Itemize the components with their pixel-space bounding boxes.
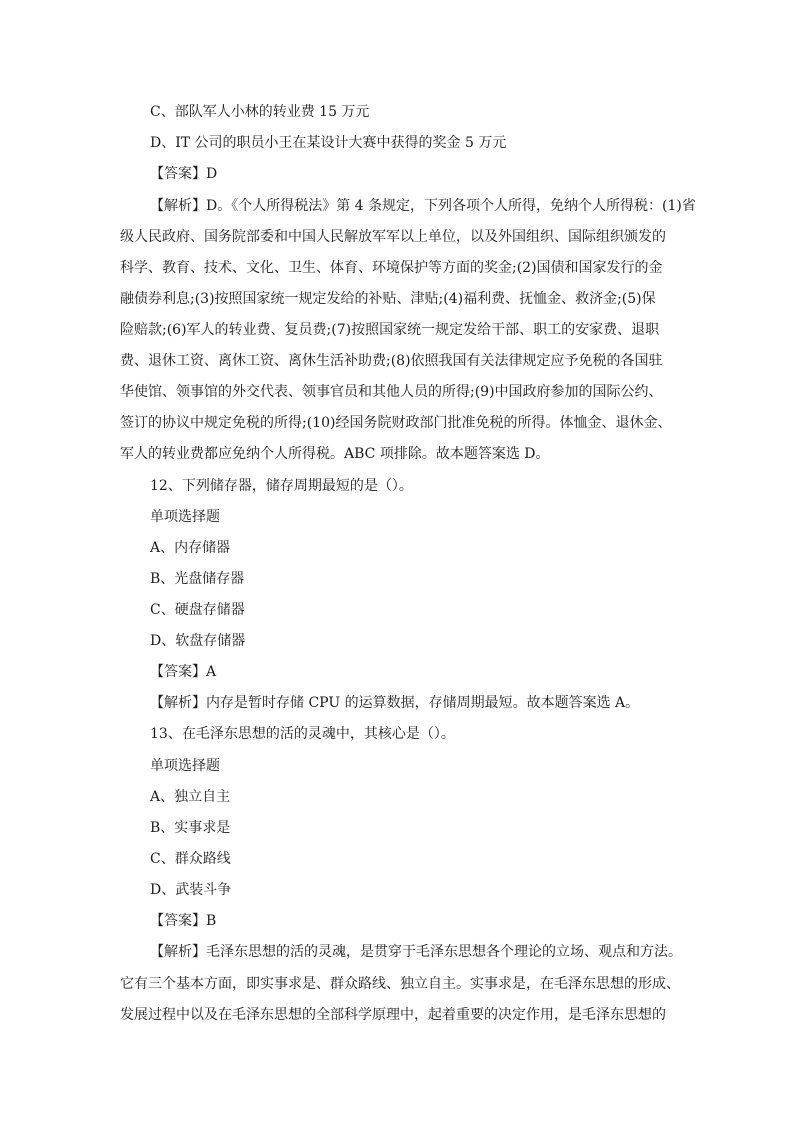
q11-analysis-line: 军人的转业费都应免纳个人所得税。ABC 项排除。故本题答案选 D。 (120, 446, 550, 462)
q13-option-d: D、武装斗争 (150, 882, 232, 898)
q12-type: 单项选择题 (150, 509, 220, 525)
q12-option-d: D、软盘存储器 (150, 633, 246, 649)
q11-analysis-line: 签订的协议中规定免税的所得;(10)经国务院财政部门批准免税的所得。体恤金、退休金、 (120, 415, 672, 431)
q11-analysis-line: 险赔款;(6)军人的转业费、复员费;(7)按照国家统一规定发给干部、职工的安家费、退职 (120, 322, 660, 338)
q11-analysis-line: 级人民政府、国务院部委和中国人民解放军军以上单位，以及外国组织、国际组织颁发的 (120, 229, 666, 245)
q11-analysis-line: 费、退休工资、离休工资、离休生活补助费;(8)依照我国有关法律规定应予免税的各国驻 (120, 353, 663, 369)
q12-analysis: 【解析】内存是暂时存储 CPU 的运算数据，存储周期最短。故本题答案选 A。 (150, 695, 640, 711)
q13-option-b: B、实事求是 (150, 820, 231, 836)
q13-option-c: C、群众路线 (150, 851, 231, 867)
q13-analysis-line: 【解析】毛泽东思想的活的灵魂，是贯穿于毛泽东思想各个理论的立场、观点和方法。 (150, 944, 682, 960)
q13-analysis-line: 它有三个基本方面，即实事求是、群众路线、独立自主。实事求是，在毛泽东思想的形成、 (120, 976, 680, 992)
q11-analysis-line: 【解析】D。《个人所得税法》第 4 条规定，下列各项个人所得，免纳个人所得税：(1)省 (150, 198, 696, 214)
q12-option-c: C、硬盘存储器 (150, 602, 245, 618)
q11-option-c: C、部队军人小林的转业费 15 万元 (150, 104, 370, 120)
q12-question: 12、下列储存器，储存周期最短的是（）。 (150, 478, 413, 494)
q11-analysis-line: 华使馆、领事馆的外交代表、领事官员和其他人员的所得;(9)中国政府参加的国际公约、 (120, 384, 663, 400)
q11-analysis-line: 融债券利息;(3)按照国家统一规定发给的补贴、津贴;(4)福利费、抚恤金、救济金;(5)保 (120, 291, 656, 307)
q13-type: 单项选择题 (150, 758, 220, 774)
q11-answer: 【答案】D (150, 166, 218, 182)
q13-question: 13、在毛泽东思想的活的灵魂中，其核心是（）。 (150, 726, 455, 742)
q12-option-b: B、光盘储存器 (150, 571, 245, 587)
q11-option-d: D、IT 公司的职员小王在某设计大赛中获得的奖金 5 万元 (150, 135, 507, 151)
q13-analysis-line: 发展过程中以及在毛泽东思想的全部科学原理中，起着重要的决定作用，是毛泽东思想的 (120, 1007, 666, 1023)
q12-option-a: A、内存储器 (150, 540, 231, 556)
q11-analysis-line: 科学、教育、技术、文化、卫生、体育、环境保护等方面的奖金;(2)国债和国家发行的金 (120, 260, 663, 276)
q13-option-a: A、独立自主 (150, 789, 231, 805)
q13-answer: 【答案】B (150, 913, 217, 929)
q12-answer: 【答案】A (150, 664, 217, 680)
